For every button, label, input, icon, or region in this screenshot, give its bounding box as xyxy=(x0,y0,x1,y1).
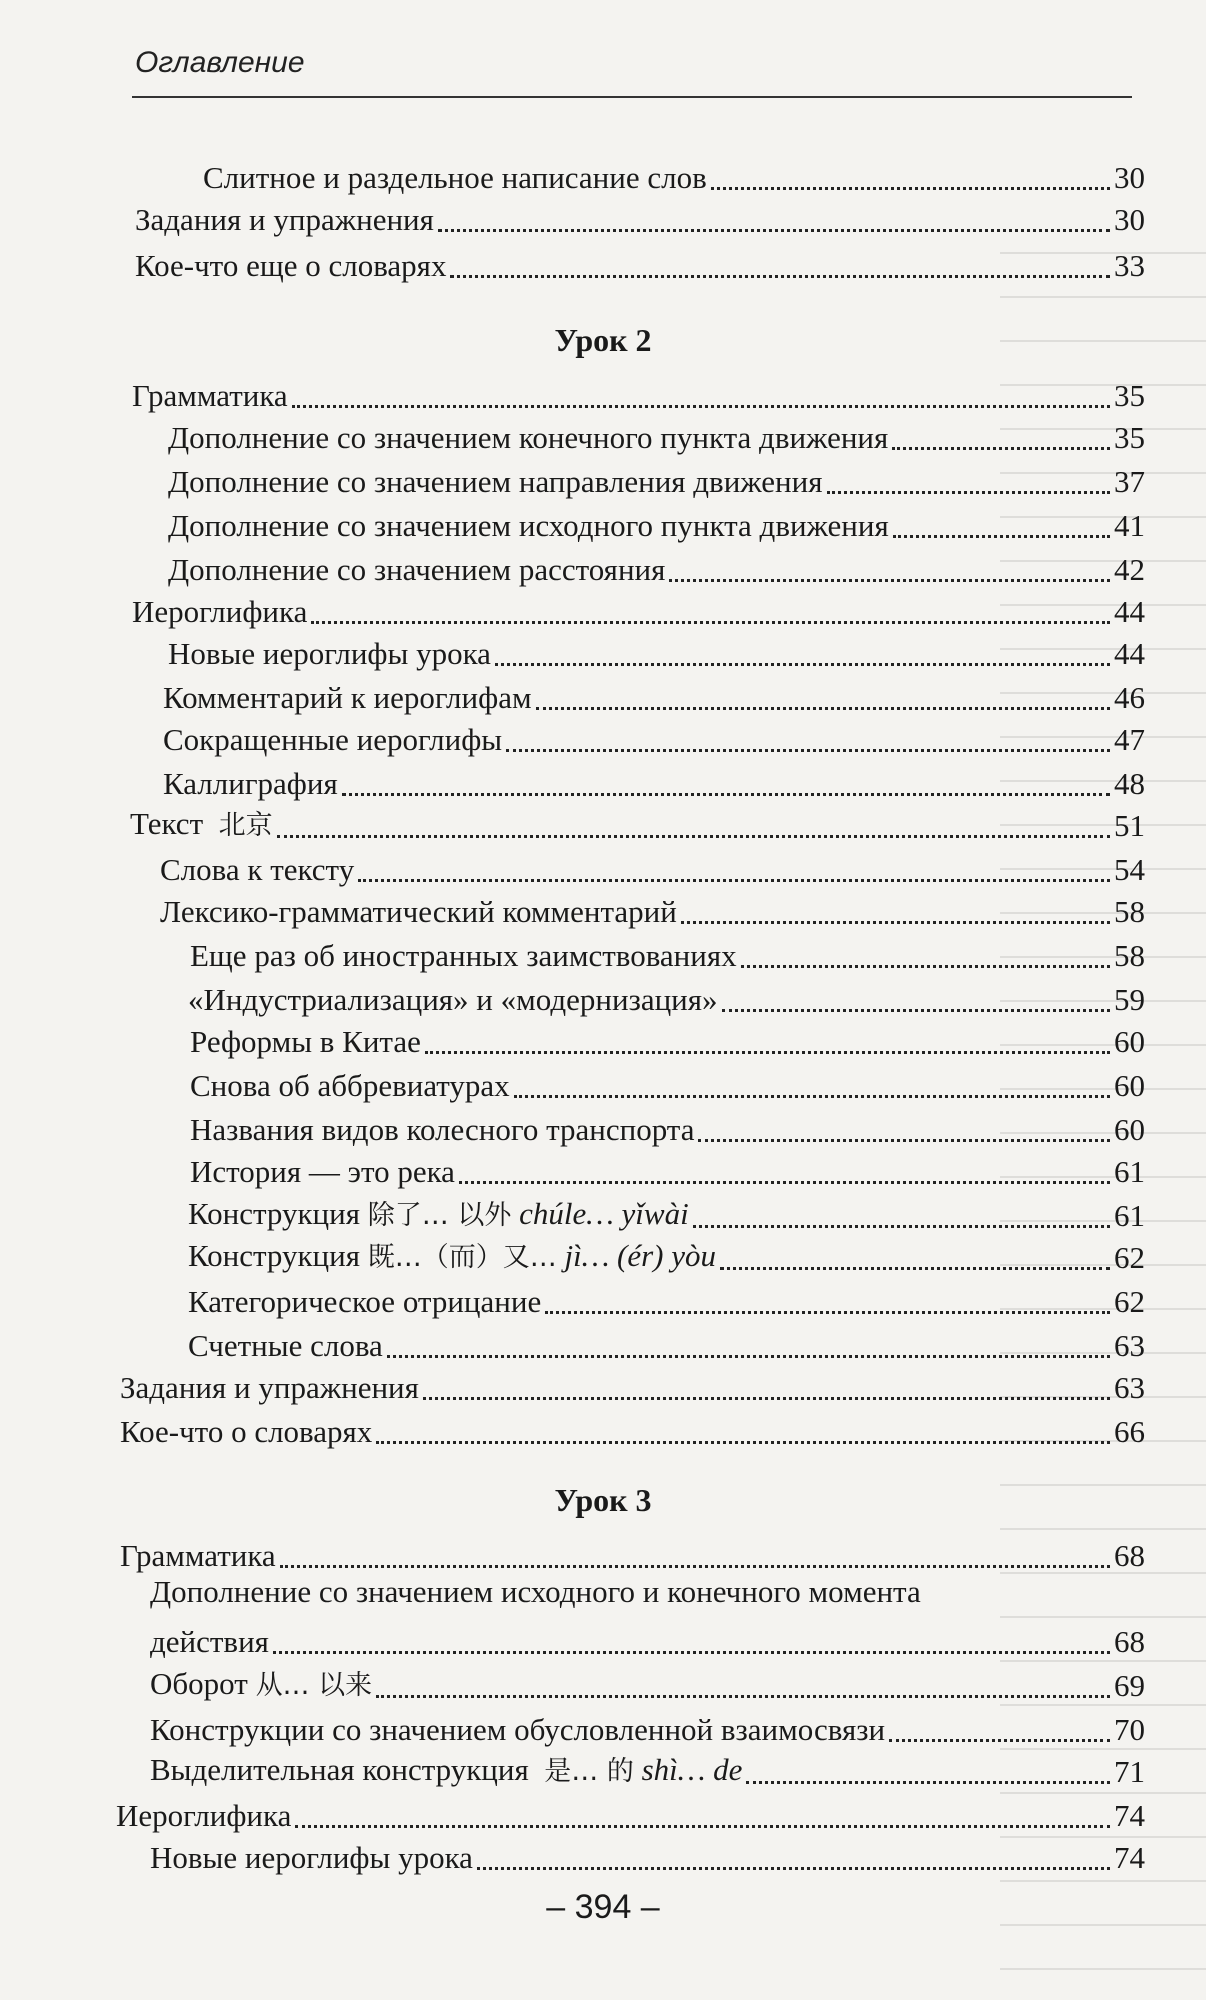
page-number: – 394 – xyxy=(546,1888,660,1926)
toc-entry: Новые иероглифы урока 74 xyxy=(150,1840,1145,1875)
toc-entry: Счетные слова 63 xyxy=(188,1328,1145,1363)
toc-entry: Кое-что еще о словарях 33 xyxy=(135,248,1145,283)
toc-entry: Названия видов колесного транспорта 60 xyxy=(190,1112,1145,1147)
header-divider xyxy=(132,96,1132,98)
toc-entry: Снова об аббревиатурах 60 xyxy=(190,1068,1145,1103)
toc-entry: Грамматика 68 xyxy=(120,1538,1145,1573)
toc-entry: Сокращенные иероглифы 47 xyxy=(163,722,1145,757)
toc-entry-wrap-line: Дополнение со значением исходного и конечного момента xyxy=(150,1574,921,1609)
toc-entry: Иероглифика 44 xyxy=(132,594,1145,629)
toc-entry: Конструкции со значением обусловленной взаимосвязи 70 xyxy=(150,1712,1145,1747)
toc-entry: Задания и упражнения 63 xyxy=(120,1370,1145,1405)
toc-entry: Лексико-грамматический комментарий 58 xyxy=(160,894,1145,929)
running-header: Оглавление xyxy=(135,46,305,79)
toc-entry: Грамматика 35 xyxy=(132,378,1145,413)
toc-entry: Оборот 从… 以来 69 xyxy=(150,1666,1145,1703)
toc-entry: Дополнение со значением расстояния 42 xyxy=(168,552,1145,587)
toc-entry: Слитное и раздельное написание слов 30 xyxy=(203,160,1145,195)
toc-entry: действия 68 xyxy=(150,1624,1145,1659)
toc-entry: Конструкция 既…（而）又… jì… (ér) yòu 62 xyxy=(188,1238,1145,1275)
toc-entry: Иероглифика 74 xyxy=(116,1798,1145,1833)
toc-entry: Дополнение со значением направления движения 37 xyxy=(168,464,1145,499)
lesson-heading: Урок 3 xyxy=(554,1482,652,1518)
toc-entry: Текст 北京 51 xyxy=(130,806,1145,843)
toc-entry: Комментарий к иероглифам 46 xyxy=(163,680,1145,715)
toc-entry: Задания и упражнения 30 xyxy=(135,202,1145,237)
toc-entry: Конструкция 除了… 以外 chúle… yǐwài 61 xyxy=(188,1196,1145,1233)
toc-entry: Реформы в Китае 60 xyxy=(190,1024,1145,1059)
toc-entry: Слова к тексту 54 xyxy=(160,852,1145,887)
toc-entry: Выделительная конструкция 是… 的 shì… de 71 xyxy=(150,1752,1145,1789)
toc-entry: «Индустриализация» и «модернизация» 59 xyxy=(188,982,1145,1017)
toc-entry: Каллиграфия 48 xyxy=(163,766,1145,801)
toc-entry: Новые иероглифы урока 44 xyxy=(168,636,1145,671)
toc-entry: Дополнение со значением конечного пункта движения 35 xyxy=(168,420,1145,455)
toc-entry: История — это река 61 xyxy=(190,1154,1145,1189)
toc-entry: Кое-что о словарях 66 xyxy=(120,1414,1145,1449)
toc-entry: Еще раз об иностранных заимствованиях 58 xyxy=(190,938,1145,973)
toc-entry: Дополнение со значением исходного пункта движения 41 xyxy=(168,508,1145,543)
lesson-heading: Урок 2 xyxy=(554,322,652,358)
toc-entry: Категорическое отрицание 62 xyxy=(188,1284,1145,1319)
